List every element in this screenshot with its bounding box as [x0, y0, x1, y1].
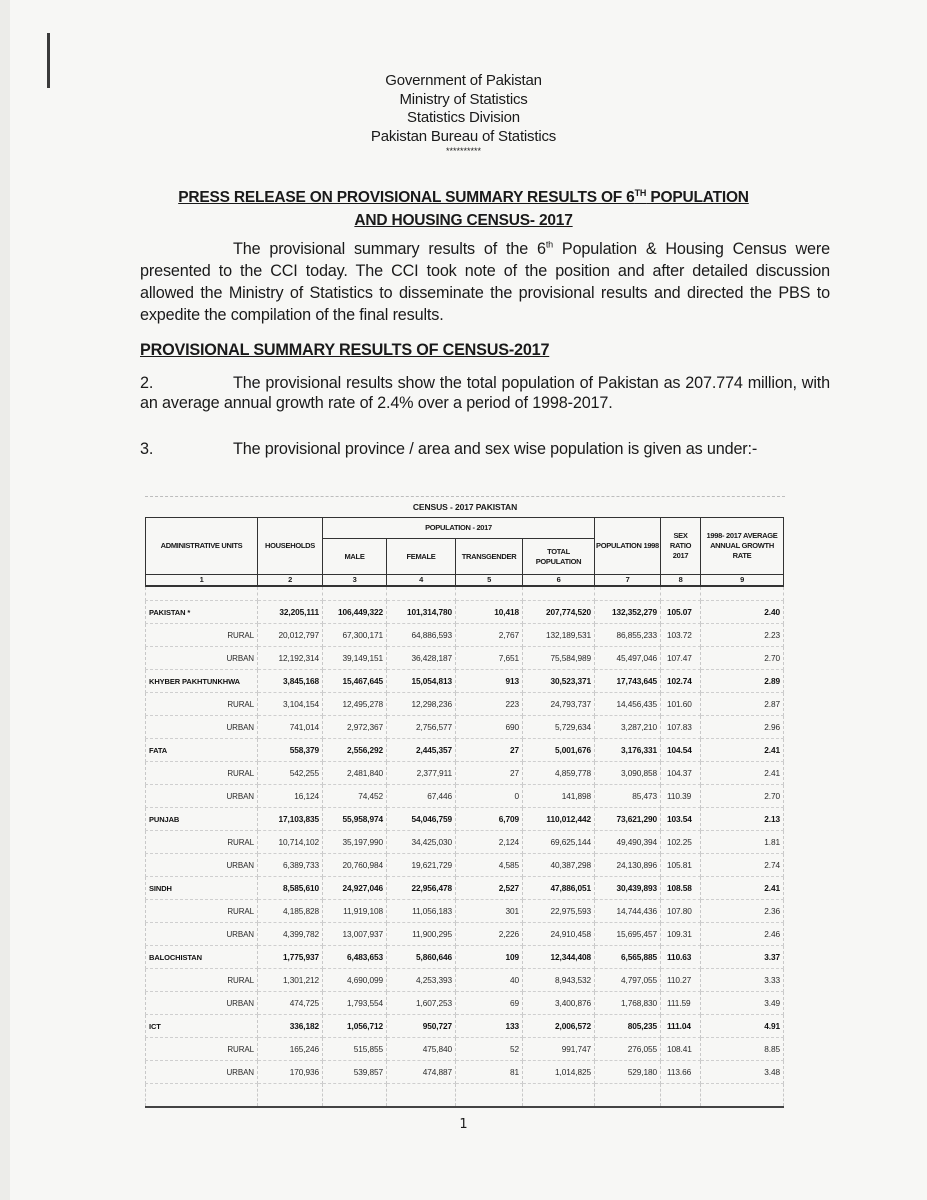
- header-male: MALE: [323, 539, 387, 575]
- cell-population-1998: 805,235: [595, 1015, 661, 1038]
- cell-transgender: 301: [456, 900, 523, 923]
- cell-growth-rate: 3.37: [701, 946, 784, 969]
- cell-transgender: 69: [456, 992, 523, 1015]
- cell-male: 67,300,171: [323, 624, 387, 647]
- cell-sex-ratio: 101.60: [661, 693, 701, 716]
- title-line-1: [0, 182, 927, 209]
- cell-population-1998: 132,352,279: [595, 601, 661, 624]
- cell-total-population: 991,747: [523, 1038, 595, 1061]
- cell-sex-ratio: 103.72: [661, 624, 701, 647]
- title-line-2: AND HOUSING CENSUS- 2017: [354, 212, 573, 230]
- column-number: 9: [701, 575, 784, 587]
- cell-total-population: 24,910,458: [523, 923, 595, 946]
- cell-male: 1,056,712: [323, 1015, 387, 1038]
- cell-growth-rate: 2.70: [701, 647, 784, 670]
- cell-sex-ratio: 109.31: [661, 923, 701, 946]
- cell-households: 741,014: [258, 716, 323, 739]
- cell-male: 24,927,046: [323, 877, 387, 900]
- cell-population-1998: 30,439,893: [595, 877, 661, 900]
- cell-transgender: 109: [456, 946, 523, 969]
- paragraph-2-number: 2.: [140, 374, 154, 392]
- empty-last-row: [146, 1084, 784, 1108]
- table-row-subarea: [146, 923, 784, 946]
- cell-sex-ratio: 107.80: [661, 900, 701, 923]
- letterhead-ministry: Ministry of Statistics: [399, 90, 528, 108]
- cell-unit: PUNJAB: [146, 808, 258, 831]
- table-row-province: [146, 1015, 784, 1038]
- cell-households: 32,205,111: [258, 601, 323, 624]
- cell-unit: URBAN: [146, 854, 258, 877]
- cell-total-population: 24,793,737: [523, 693, 595, 716]
- cell-population-1998: 3,287,210: [595, 716, 661, 739]
- cell-growth-rate: 2.40: [701, 601, 784, 624]
- cell-households: 1,775,937: [258, 946, 323, 969]
- cell-sex-ratio: 102.74: [661, 670, 701, 693]
- table-row-subarea: [146, 1061, 784, 1084]
- table-row-subarea: [146, 831, 784, 854]
- cell-female: 34,425,030: [387, 831, 456, 854]
- cell-sex-ratio: 113.66: [661, 1061, 701, 1084]
- cell-households: 10,714,102: [258, 831, 323, 854]
- cell-growth-rate: 2.46: [701, 923, 784, 946]
- cell-male: 55,958,974: [323, 808, 387, 831]
- cell-female: 2,756,577: [387, 716, 456, 739]
- table-row-subarea: [146, 854, 784, 877]
- cell-sex-ratio: 105.81: [661, 854, 701, 877]
- cell-transgender: 913: [456, 670, 523, 693]
- cell-transgender: 133: [456, 1015, 523, 1038]
- table-row-subarea: [146, 992, 784, 1015]
- cell-growth-rate: 2.23: [701, 624, 784, 647]
- cell-female: 950,727: [387, 1015, 456, 1038]
- header-total-population: TOTAL POPULATION: [523, 539, 595, 575]
- paragraph-2-text: The provisional results show the total population of Pakistan as 207.774 million, with an average annual growth rate of 2.4% over a period of 1998-2017.: [140, 374, 830, 412]
- cell-sex-ratio: 102.25: [661, 831, 701, 854]
- cell-female: 101,314,780: [387, 601, 456, 624]
- census-table: [145, 517, 784, 1108]
- letterhead-bureau: Pakistan Bureau of Statistics: [370, 127, 557, 145]
- cell-households: 542,255: [258, 762, 323, 785]
- cell-total-population: 4,859,778: [523, 762, 595, 785]
- table-row-subarea: [146, 647, 784, 670]
- column-number: 4: [387, 575, 456, 587]
- cell-female: 11,900,295: [387, 923, 456, 946]
- column-number: 6: [523, 575, 595, 587]
- table-row-province: [146, 946, 784, 969]
- cell-unit: PAKISTAN *: [146, 601, 258, 624]
- cell-female: 19,621,729: [387, 854, 456, 877]
- cell-unit: BALOCHISTAN: [146, 946, 258, 969]
- cell-sex-ratio: 107.83: [661, 716, 701, 739]
- letterhead-government: Government of Pakistan: [385, 72, 542, 89]
- cell-male: 539,857: [323, 1061, 387, 1084]
- cell-unit: FATA: [146, 739, 258, 762]
- cell-female: 475,840: [387, 1038, 456, 1061]
- table-row-subarea: [146, 624, 784, 647]
- cell-transgender: 27: [456, 739, 523, 762]
- cell-unit: URBAN: [146, 716, 258, 739]
- table-row-subarea: [146, 762, 784, 785]
- column-number: 7: [595, 575, 661, 587]
- cell-households: 558,379: [258, 739, 323, 762]
- cell-households: 165,246: [258, 1038, 323, 1061]
- document-title: [0, 182, 927, 232]
- cell-growth-rate: 2.70: [701, 785, 784, 808]
- cell-population-1998: 4,797,055: [595, 969, 661, 992]
- table-row-subarea: [146, 969, 784, 992]
- header-transgender: TRANSGENDER: [456, 539, 523, 575]
- cell-female: 67,446: [387, 785, 456, 808]
- table-row-subarea: [146, 785, 784, 808]
- table-row-subarea: [146, 716, 784, 739]
- cell-sex-ratio: 104.37: [661, 762, 701, 785]
- header-households: HOUSEHOLDS: [258, 518, 323, 575]
- table-row-province: [146, 670, 784, 693]
- cell-growth-rate: 8.85: [701, 1038, 784, 1061]
- table-row-province: [146, 877, 784, 900]
- table-row-province: [146, 739, 784, 762]
- cell-female: 12,298,236: [387, 693, 456, 716]
- cell-total-population: 69,625,144: [523, 831, 595, 854]
- cell-unit: RURAL: [146, 693, 258, 716]
- cell-population-1998: 529,180: [595, 1061, 661, 1084]
- cell-sex-ratio: 105.07: [661, 601, 701, 624]
- cell-unit: RURAL: [146, 900, 258, 923]
- cell-sex-ratio: 111.04: [661, 1015, 701, 1038]
- column-number: 3: [323, 575, 387, 587]
- cell-unit: URBAN: [146, 992, 258, 1015]
- cell-transgender: 2,226: [456, 923, 523, 946]
- cell-unit: KHYBER PAKHTUNKHWA: [146, 670, 258, 693]
- page-edge: [0, 0, 10, 1200]
- cell-population-1998: 6,565,885: [595, 946, 661, 969]
- cell-growth-rate: 2.41: [701, 762, 784, 785]
- header-population-1998: POPULATION 1998: [595, 518, 661, 575]
- cell-total-population: 8,943,532: [523, 969, 595, 992]
- cell-population-1998: 85,473: [595, 785, 661, 808]
- paragraph-1-superscript: th: [545, 239, 554, 250]
- cell-total-population: 47,886,051: [523, 877, 595, 900]
- cell-female: 2,377,911: [387, 762, 456, 785]
- cell-male: 2,972,367: [323, 716, 387, 739]
- cell-households: 12,192,314: [258, 647, 323, 670]
- cell-growth-rate: 2.41: [701, 877, 784, 900]
- cell-female: 1,607,253: [387, 992, 456, 1015]
- cell-transgender: 2,527: [456, 877, 523, 900]
- table-row-subarea: [146, 693, 784, 716]
- cell-total-population: 207,774,520: [523, 601, 595, 624]
- cell-female: 2,445,357: [387, 739, 456, 762]
- cell-population-1998: 3,176,331: [595, 739, 661, 762]
- cell-male: 20,760,984: [323, 854, 387, 877]
- table-row-province: [146, 808, 784, 831]
- cell-sex-ratio: 103.54: [661, 808, 701, 831]
- paragraph-1-text-b: Population & Housing Census were presented to the CCI today. The CCI took note of the position and after detailed discussion allowed the Ministry of Statistics to disseminate the provisional results and directed the PBS to expedite the compilation of the final results.: [140, 240, 830, 324]
- cell-female: 15,054,813: [387, 670, 456, 693]
- cell-transgender: 6,709: [456, 808, 523, 831]
- cell-male: 15,467,645: [323, 670, 387, 693]
- cell-unit: URBAN: [146, 923, 258, 946]
- cell-transgender: 2,124: [456, 831, 523, 854]
- cell-households: 4,185,828: [258, 900, 323, 923]
- cell-total-population: 2,006,572: [523, 1015, 595, 1038]
- cell-transgender: 27: [456, 762, 523, 785]
- cell-households: 17,103,835: [258, 808, 323, 831]
- cell-households: 170,936: [258, 1061, 323, 1084]
- cell-households: 3,104,154: [258, 693, 323, 716]
- header-female: FEMALE: [387, 539, 456, 575]
- cell-female: 474,887: [387, 1061, 456, 1084]
- cell-unit: RURAL: [146, 1038, 258, 1061]
- cell-households: 3,845,168: [258, 670, 323, 693]
- cell-population-1998: 86,855,233: [595, 624, 661, 647]
- page-number: 1: [459, 1117, 468, 1132]
- cell-unit: RURAL: [146, 762, 258, 785]
- cell-population-1998: 3,090,858: [595, 762, 661, 785]
- cell-transgender: 4,585: [456, 854, 523, 877]
- header-administrative-units: ADMINISTRATIVE UNITS: [146, 518, 258, 575]
- cell-population-1998: 24,130,896: [595, 854, 661, 877]
- cell-male: 106,449,322: [323, 601, 387, 624]
- cell-population-1998: 15,695,457: [595, 923, 661, 946]
- cell-households: 336,182: [258, 1015, 323, 1038]
- cell-female: 11,056,183: [387, 900, 456, 923]
- cell-male: 11,919,108: [323, 900, 387, 923]
- cell-total-population: 110,012,442: [523, 808, 595, 831]
- cell-transgender: 223: [456, 693, 523, 716]
- paragraph-3-text: The provisional province / area and sex wise population is given as under:-: [233, 440, 758, 458]
- cell-population-1998: 45,497,046: [595, 647, 661, 670]
- cell-population-1998: 14,744,436: [595, 900, 661, 923]
- paragraph-3-number: 3.: [140, 440, 154, 458]
- cell-female: 36,428,187: [387, 647, 456, 670]
- cell-sex-ratio: 110.63: [661, 946, 701, 969]
- cell-sex-ratio: 104.54: [661, 739, 701, 762]
- cell-male: 515,855: [323, 1038, 387, 1061]
- cell-total-population: 75,584,989: [523, 647, 595, 670]
- cell-female: 5,860,646: [387, 946, 456, 969]
- cell-total-population: 22,975,593: [523, 900, 595, 923]
- cell-growth-rate: 2.89: [701, 670, 784, 693]
- cell-population-1998: 73,621,290: [595, 808, 661, 831]
- cell-growth-rate: 4.91: [701, 1015, 784, 1038]
- header-population-2017: POPULATION - 2017: [323, 518, 595, 539]
- cell-households: 16,124: [258, 785, 323, 808]
- cell-female: 54,046,759: [387, 808, 456, 831]
- cell-growth-rate: 2.36: [701, 900, 784, 923]
- cell-population-1998: 49,490,394: [595, 831, 661, 854]
- cell-transgender: 0: [456, 785, 523, 808]
- census-table-container: [145, 496, 785, 1108]
- cell-male: 12,495,278: [323, 693, 387, 716]
- cell-male: 6,483,653: [323, 946, 387, 969]
- cell-sex-ratio: 108.58: [661, 877, 701, 900]
- spacer-row: [146, 586, 784, 601]
- cell-sex-ratio: 110.39: [661, 785, 701, 808]
- header-sex-ratio: SEX RATIO 2017: [661, 518, 701, 575]
- cell-growth-rate: 2.87: [701, 693, 784, 716]
- cell-households: 474,725: [258, 992, 323, 1015]
- paragraph-3: [140, 437, 830, 461]
- table-body: [146, 586, 784, 1107]
- table-row-subarea: [146, 1038, 784, 1061]
- cell-unit: ICT: [146, 1015, 258, 1038]
- cell-female: 4,253,393: [387, 969, 456, 992]
- cell-transgender: 40: [456, 969, 523, 992]
- cell-unit: SINDH: [146, 877, 258, 900]
- cell-population-1998: 1,768,830: [595, 992, 661, 1015]
- cell-unit: RURAL: [146, 831, 258, 854]
- cell-total-population: 5,001,676: [523, 739, 595, 762]
- cell-sex-ratio: 108.41: [661, 1038, 701, 1061]
- cell-total-population: 132,189,531: [523, 624, 595, 647]
- cell-male: 1,793,554: [323, 992, 387, 1015]
- cell-unit: URBAN: [146, 785, 258, 808]
- table-caption: CENSUS - 2017 PAKISTAN: [412, 502, 518, 512]
- column-number: 2: [258, 575, 323, 587]
- cell-growth-rate: 3.49: [701, 992, 784, 1015]
- paragraph-2: [140, 373, 830, 413]
- cell-male: 39,149,151: [323, 647, 387, 670]
- cell-total-population: 141,898: [523, 785, 595, 808]
- column-number: 1: [146, 575, 258, 587]
- letterhead-division: Statistics Division: [407, 109, 520, 126]
- cell-unit: URBAN: [146, 647, 258, 670]
- cell-growth-rate: 2.13: [701, 808, 784, 831]
- cell-transgender: 52: [456, 1038, 523, 1061]
- cell-total-population: 40,387,298: [523, 854, 595, 877]
- cell-population-1998: 14,456,435: [595, 693, 661, 716]
- cell-growth-rate: 2.96: [701, 716, 784, 739]
- column-number: 8: [661, 575, 701, 587]
- title-superscript: TH: [634, 188, 647, 198]
- column-number: 5: [456, 575, 523, 587]
- cell-households: 1,301,212: [258, 969, 323, 992]
- cell-growth-rate: 2.41: [701, 739, 784, 762]
- cell-male: 2,481,840: [323, 762, 387, 785]
- cell-male: 35,197,990: [323, 831, 387, 854]
- cell-population-1998: 17,743,645: [595, 670, 661, 693]
- cell-female: 64,886,593: [387, 624, 456, 647]
- cell-male: 4,690,099: [323, 969, 387, 992]
- cell-growth-rate: 3.33: [701, 969, 784, 992]
- table-row-subarea: [146, 900, 784, 923]
- cell-transgender: 2,767: [456, 624, 523, 647]
- cell-transgender: 690: [456, 716, 523, 739]
- cell-total-population: 1,014,825: [523, 1061, 595, 1084]
- cell-total-population: 12,344,408: [523, 946, 595, 969]
- cell-growth-rate: 2.74: [701, 854, 784, 877]
- letterhead: [0, 72, 927, 156]
- header-growth-rate: 1998- 2017 AVERAGE ANNUAL GROWTH RATE: [701, 518, 784, 575]
- cell-unit: RURAL: [146, 969, 258, 992]
- cell-households: 20,012,797: [258, 624, 323, 647]
- title-part-1: PRESS RELEASE ON PROVISIONAL SUMMARY RESULTS OF 6: [178, 189, 635, 207]
- cell-growth-rate: 3.48: [701, 1061, 784, 1084]
- cell-male: 74,452: [323, 785, 387, 808]
- cell-growth-rate: 1.81: [701, 831, 784, 854]
- cell-sex-ratio: 110.27: [661, 969, 701, 992]
- cell-male: 13,007,937: [323, 923, 387, 946]
- cell-total-population: 30,523,371: [523, 670, 595, 693]
- cell-female: 22,956,478: [387, 877, 456, 900]
- cell-male: 2,556,292: [323, 739, 387, 762]
- cell-unit: RURAL: [146, 624, 258, 647]
- cell-transgender: 7,651: [456, 647, 523, 670]
- cell-total-population: 5,729,634: [523, 716, 595, 739]
- cell-households: 4,399,782: [258, 923, 323, 946]
- cell-households: 8,585,610: [258, 877, 323, 900]
- paragraph-1: [140, 238, 830, 326]
- title-part-2: POPULATION: [646, 189, 749, 207]
- table-row-province: [146, 601, 784, 624]
- cell-transgender: 81: [456, 1061, 523, 1084]
- cell-unit: URBAN: [146, 1061, 258, 1084]
- paragraph-1-text-a: The provisional summary results of the 6: [233, 240, 546, 258]
- cell-sex-ratio: 107.47: [661, 647, 701, 670]
- cell-sex-ratio: 111.59: [661, 992, 701, 1015]
- letterhead-stars: **********: [445, 146, 482, 156]
- cell-households: 6,389,733: [258, 854, 323, 877]
- cell-transgender: 10,418: [456, 601, 523, 624]
- cell-total-population: 3,400,876: [523, 992, 595, 1015]
- section-heading: PROVISIONAL SUMMARY RESULTS OF CENSUS-2017: [140, 341, 550, 359]
- cell-population-1998: 276,055: [595, 1038, 661, 1061]
